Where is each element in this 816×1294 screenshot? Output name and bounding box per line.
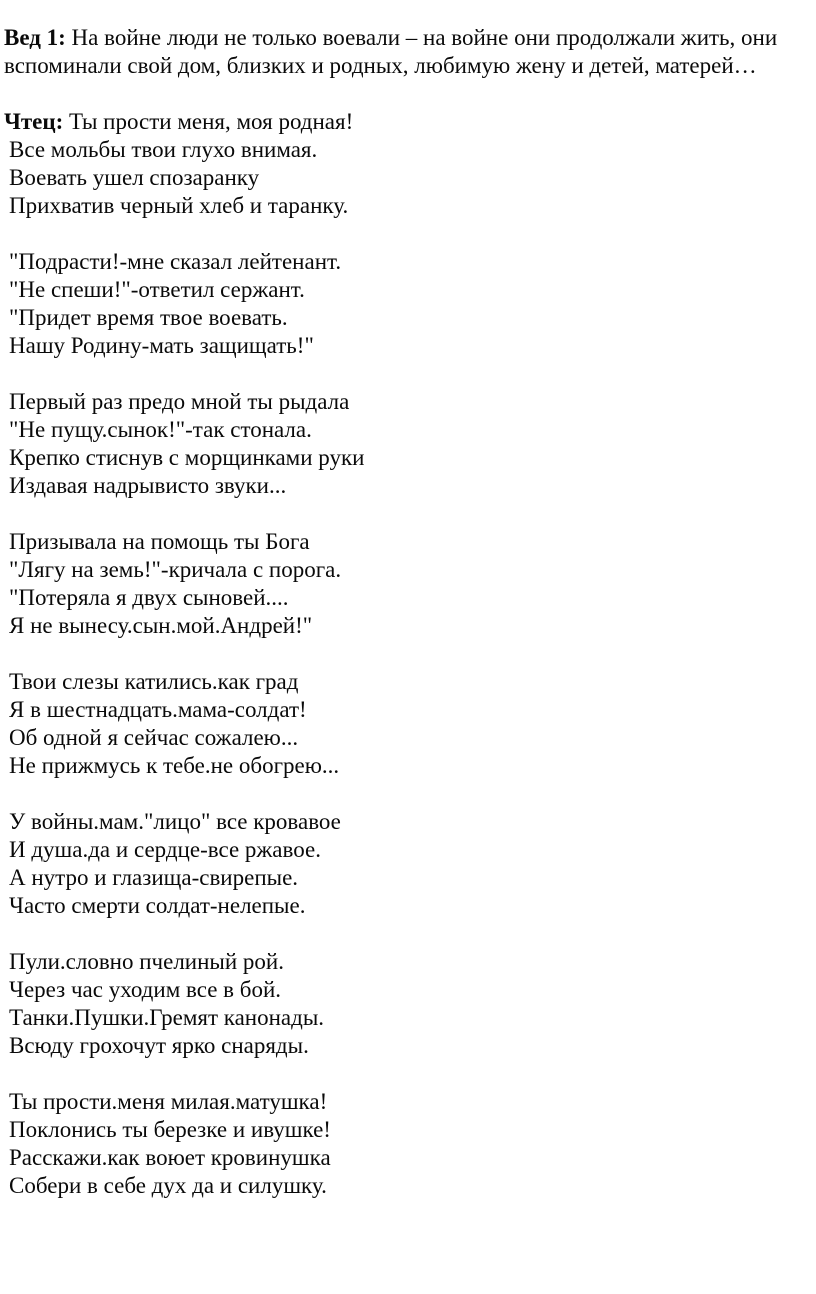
stanza-6 [4,808,808,920]
poem-line: "Подрасти!-мне сказал лейтенант. [9,249,342,274]
poem-line: Первый раз предо мной ты рыдала [9,389,350,414]
poem-line: Об одной я сейчас сожалею... [9,725,299,750]
poem-line: И душа.да и сердце-все ржавое. [9,837,321,862]
narrator-paragraph [4,24,806,80]
stanza-2 [4,248,808,360]
poem-line: "Не пущу.сынок!"-так стонала. [9,417,312,442]
poem-line: Не прижмусь к тебе.не обогрею... [9,753,340,778]
poem-line: Собери в себе дух да и силушку. [9,1173,327,1198]
narrator-label: Вед 1: [4,25,66,50]
poem-line: Нашу Родину-мать защищать!" [9,333,314,358]
poem-line: Призывала на помощь ты Бога [9,529,310,554]
poem-line [4,108,808,136]
poem-line: Все мольбы твои глухо внимая. [9,137,318,162]
poem-line: У войны.мам."лицо" все кровавое [9,809,341,834]
poem-line: А нутро и глазища-свирепые. [9,865,299,890]
poem-line: Часто смерти солдат-нелепые. [9,893,306,918]
stanza-7 [4,948,808,1060]
stanza-5 [4,668,808,780]
poem-line: Танки.Пушки.Гремят канонады. [9,1005,325,1030]
narrator-text: На войне люди не только воевали – на войне они продолжали жить, они вспоминали свой дом, близких и родных, любимую жену и детей, матерей… [4,25,778,78]
reader-label: Чтец: [4,109,64,134]
stanza-1 [4,108,808,220]
poem-line: Твои слезы катились.как град [9,669,299,694]
stanza-8 [4,1088,808,1200]
poem-line: Я не вынесу.сын.мой.Андрей!" [9,613,313,638]
poem-line: Издавая надрывисто звуки... [9,473,287,498]
poem-line: Расскажи.как воюет кровинушка [9,1145,331,1170]
poem-line: Через час уходим все в бой. [9,977,282,1002]
poem-line: "Лягу на земь!"-кричала с порога. [9,557,342,582]
poem-line: Крепко стиснув с морщинками руки [9,445,365,470]
poem-line: Поклонись ты березке и ивушке! [9,1117,331,1142]
poem-line: Воевать ушел спозаранку [9,165,260,190]
poem-line-text: Ты прости меня, моя родная! [69,109,354,134]
poem-line: Я в шестнадцать.мама-солдат! [9,697,307,722]
stanza-3 [4,388,808,500]
poem-line: "Потеряла я двух сыновей.... [9,585,289,610]
poem-line: "Не спеши!"-ответил сержант. [9,277,305,302]
poem-line: Прихватив черный хлеб и таранку. [9,193,349,218]
stanza-4 [4,528,808,640]
poem-line: Ты прости.меня милая.матушка! [9,1089,328,1114]
poem-line: Всюду грохочут ярко снаряды. [9,1033,309,1058]
poem-line: "Придет время твое воевать. [9,305,288,330]
poem-line: Пули.словно пчелиный рой. [9,949,284,974]
